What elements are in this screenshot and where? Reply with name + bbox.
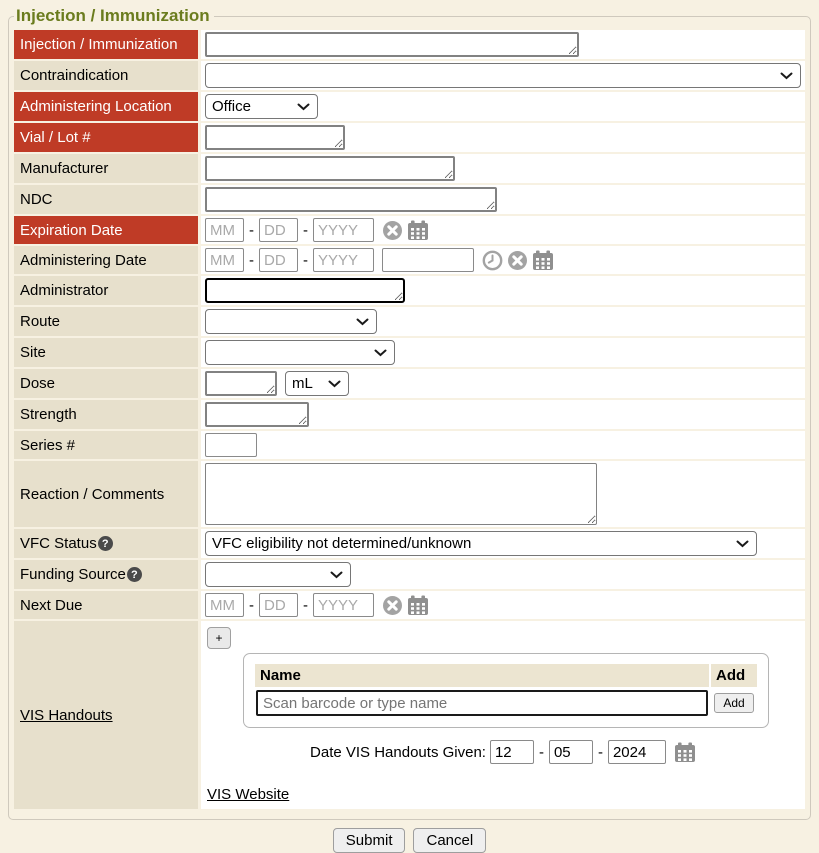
administering-time-input[interactable] [382,248,474,272]
dose-label: Dose [14,369,198,398]
vis-handout-name-input[interactable] [256,690,708,716]
row-vis-handouts [14,621,805,809]
clear-date-icon[interactable] [382,595,403,616]
date-separator: - [303,251,308,269]
vfc-status-selected-value: VFC eligibility not determined/unknown [212,535,472,552]
row-funding-source [14,560,805,589]
ndc-input[interactable] [205,187,497,212]
row-route [14,307,805,336]
clear-date-icon[interactable] [382,220,403,241]
vis-date-given-line [207,740,799,764]
strength-input[interactable] [205,402,309,427]
expiration-date-dd-input[interactable] [259,218,298,242]
add-vis-row-button[interactable]: + [207,627,231,649]
vial-lot-label: Vial / Lot # [14,123,198,152]
chevron-down-icon [374,349,387,357]
site-label: Site [14,338,198,367]
injection-immunization-form [8,6,811,820]
vis-handouts-table [253,662,759,719]
next-due-label: Next Due [14,591,198,619]
dose-unit-selected-value: mL [292,375,313,392]
form-actions [0,828,819,853]
chevron-down-icon [736,540,749,548]
date-separator: - [249,221,254,239]
administrator-label: Administrator [14,276,198,305]
reaction-comments-input[interactable] [205,463,597,525]
contraindication-label: Contraindication [14,61,198,90]
administering-location-selected-value: Office [212,98,251,115]
route-select[interactable] [205,309,377,334]
vis-date-given-yyyy-input[interactable] [608,740,666,764]
row-site [14,338,805,367]
row-administering-date [14,246,805,274]
dose-input[interactable] [205,371,277,396]
vfc-status-label: VFC Status ? [14,529,198,558]
chevron-down-icon [328,380,341,388]
expiration-date-label: Expiration Date [14,216,198,244]
vfc-status-select[interactable] [205,531,757,556]
administrator-input[interactable] [205,278,405,303]
manufacturer-input[interactable] [205,156,455,181]
funding-source-select[interactable] [205,562,351,587]
calendar-icon[interactable] [407,595,429,616]
calendar-icon[interactable] [674,742,696,763]
site-select[interactable] [205,340,395,365]
row-administrator [14,276,805,305]
series-input[interactable] [205,433,257,457]
vis-handouts-box [243,653,769,728]
row-administering-location [14,92,805,121]
expiration-date-yyyy-input[interactable] [313,218,374,242]
date-separator: - [249,251,254,269]
vis-date-given-label: Date VIS Handouts Given: [310,743,486,761]
chevron-down-icon [780,72,793,80]
route-label: Route [14,307,198,336]
ndc-label: NDC [14,185,198,214]
clock-icon[interactable] [482,250,503,271]
chevron-down-icon [330,571,343,579]
date-separator: - [597,743,603,761]
manufacturer-label: Manufacturer [14,154,198,183]
administering-location-select[interactable] [205,94,318,119]
expiration-date-mm-input[interactable] [205,218,244,242]
vis-date-given-mm-input[interactable] [490,740,534,764]
row-injection [14,30,805,59]
vis-add-button[interactable]: Add [714,693,753,713]
administering-date-mm-input[interactable] [205,248,244,272]
submit-button[interactable]: Submit [333,828,406,853]
calendar-icon[interactable] [407,220,429,241]
calendar-icon[interactable] [532,250,554,271]
row-vial-lot [14,123,805,152]
vis-handouts-link[interactable]: VIS Handouts [20,706,113,724]
form-title: Injection / Immunization [16,6,210,25]
row-dose [14,369,805,398]
chevron-down-icon [297,103,310,111]
next-due-mm-input[interactable] [205,593,244,617]
injection-input[interactable] [205,32,579,57]
date-separator: - [303,221,308,239]
row-strength [14,400,805,429]
row-next-due [14,591,805,619]
date-separator: - [303,596,308,614]
vis-date-given-dd-input[interactable] [549,740,593,764]
dose-unit-select[interactable] [285,371,349,396]
vis-handouts-label [14,621,198,809]
row-contraindication [14,61,805,90]
clear-date-icon[interactable] [507,250,528,271]
help-icon[interactable]: ? [98,536,113,551]
vis-name-column-header: Name [255,664,709,687]
chevron-down-icon [356,318,369,326]
next-due-yyyy-input[interactable] [313,593,374,617]
date-separator: - [249,596,254,614]
series-label: Series # [14,431,198,459]
contraindication-select[interactable] [205,63,801,88]
injection-label: Injection / Immunization [14,30,198,59]
row-expiration-date [14,216,805,244]
row-manufacturer [14,154,805,183]
date-separator: - [538,743,544,761]
administering-location-label: Administering Location [14,92,198,121]
administering-date-label: Administering Date [14,246,198,274]
next-due-dd-input[interactable] [259,593,298,617]
row-series [14,431,805,459]
help-icon[interactable]: ? [127,567,142,582]
vis-website-link[interactable]: VIS Website [207,786,290,803]
row-reaction [14,461,805,527]
reaction-label: Reaction / Comments [14,461,198,527]
cancel-button[interactable]: Cancel [413,828,486,853]
vis-handout-entry-row [255,689,757,717]
vis-add-column-header: Add [711,664,757,687]
row-ndc [14,185,805,214]
funding-source-label: Funding Source ? [14,560,198,589]
administering-date-yyyy-input[interactable] [313,248,374,272]
administering-date-dd-input[interactable] [259,248,298,272]
strength-label: Strength [14,400,198,429]
vial-lot-input[interactable] [205,125,345,150]
row-vfc-status [14,529,805,558]
